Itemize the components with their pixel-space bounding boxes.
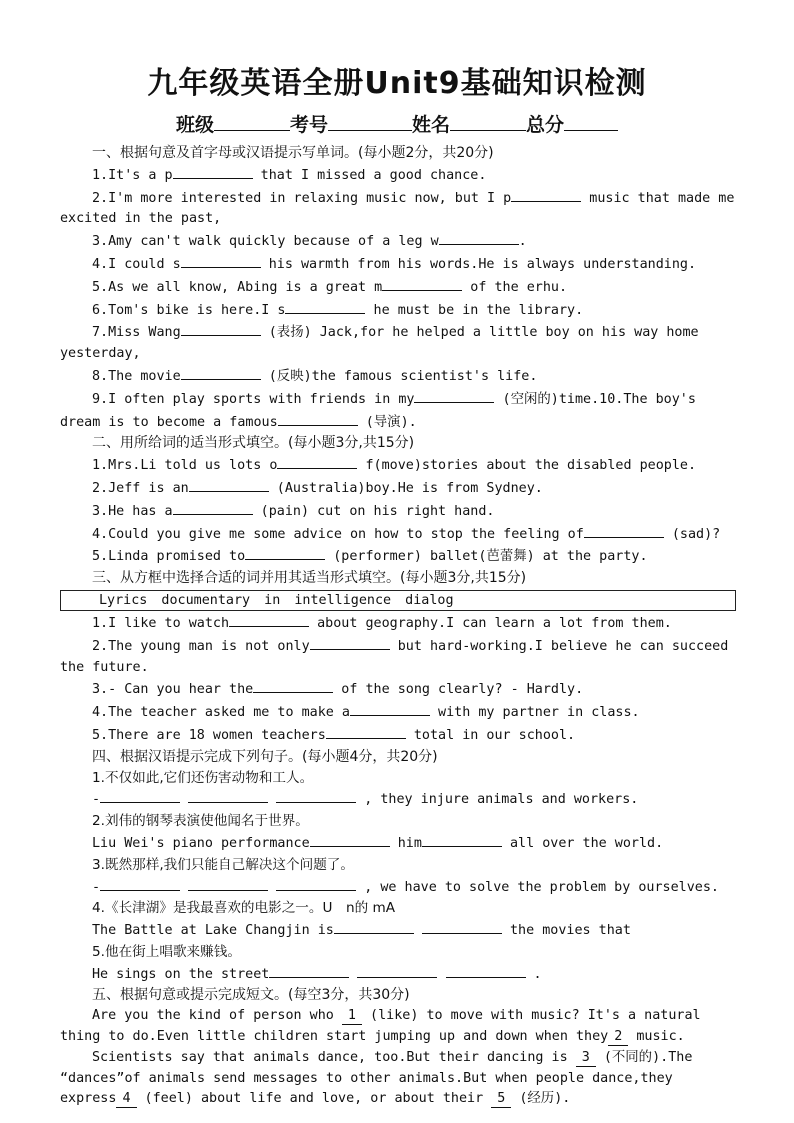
s4-question-1-english: - , they injure animals and workers. (60, 788, 736, 811)
answer-blank[interactable] (100, 788, 180, 803)
answer-blank[interactable] (350, 701, 430, 716)
answer-blank[interactable] (277, 454, 357, 469)
s1-question-7: 7.Miss Wang (表扬) Jack,for he helped a little boy on his way home yesterday, (60, 321, 736, 365)
s4-question-4-english: The Battle at Lake Changjin is the movies that (60, 919, 736, 942)
answer-blank[interactable] (188, 876, 268, 891)
answer-blank[interactable] (584, 523, 664, 538)
answer-blank[interactable] (278, 411, 358, 426)
answer-blank[interactable] (245, 545, 325, 560)
page-title: 九年级英语全册Unit9基础知识检测 (147, 66, 647, 101)
answer-blank[interactable] (189, 477, 269, 492)
section-3-heading: 三、从方框中选择合适的词并用其适当形式填空。(每小题3分,共15分) (92, 570, 527, 587)
answer-blank[interactable] (173, 164, 253, 179)
s1-question-2: 2.I'm more interested in relaxing music now, but I p music that made me excited in the past, (60, 187, 736, 231)
answer-blank[interactable] (422, 919, 502, 934)
answer-blank[interactable] (181, 253, 261, 268)
s2-question-2: 2.Jeff is an (Australia)boy.He is from Sydney. (60, 477, 736, 500)
answer-blank[interactable] (276, 788, 356, 803)
number-blank[interactable] (328, 112, 412, 131)
student-info-line (0, 110, 794, 137)
s4-question-3-english: - , we have to solve the problem by ourselves. (60, 876, 736, 899)
s3-question-5: 5.There are 18 women teachers total in our school. (60, 724, 736, 747)
s1-question-4: 4.I could s his warmth from his words.He is always understanding. (60, 253, 736, 276)
s4-question-3-chinese: 3.既然那样,我们只能自己解决这个问题了。 (92, 856, 354, 873)
name-blank[interactable] (450, 112, 526, 131)
class-blank[interactable] (214, 112, 290, 131)
answer-blank[interactable] (414, 388, 494, 403)
s2-question-1: 1.Mrs.Li told us lots o f(move)stories about the disabled people. (60, 454, 736, 477)
answer-blank[interactable] (100, 876, 180, 891)
answer-blank-3[interactable]: 3 (576, 1050, 596, 1067)
answer-blank[interactable] (285, 299, 365, 314)
s1-question-8: 8.The movie (反映)the famous scientist's life. (60, 365, 736, 388)
answer-blank[interactable] (326, 724, 406, 739)
s4-question-5-english: He sings on the street . (60, 963, 736, 986)
s5-paragraph-1: Are you the kind of person who 1 (like) to move with music? It's a natural thing to do.Even little children start jumping up and down when they 2 music. (60, 1008, 701, 1045)
s2-question-5: 5.Linda promised to (performer) ballet(芭蕾舞) at the party. (60, 545, 736, 568)
s3-question-3: 3.- Can you hear the of the song clearly? - Hardly. (60, 678, 736, 701)
answer-blank[interactable] (310, 832, 390, 847)
s1-question-6: 6.Tom's bike is here.I s he must be in the library. (60, 299, 736, 322)
answer-blank[interactable] (253, 678, 333, 693)
answer-blank[interactable] (188, 788, 268, 803)
section-1-heading: 一、根据句意及首字母或汉语提示写单词。(每小题2分，共20分) (92, 145, 494, 161)
s4-question-4-chinese: 4.《长津湖》是我最喜欢的电影之一。U n的 mA (92, 900, 396, 917)
word-box: Lyrics documentary in intelligence dialog (60, 590, 736, 611)
s3-question-2: 2.The young man is not only but hard-working.I believe he can succeed the future. (60, 635, 736, 679)
s4-question-1-chinese: 1.不仅如此,它们还伤害动物和工人。 (92, 769, 314, 786)
s1-question-1: 1.It's a p that I missed a good chance. (60, 164, 736, 187)
answer-blank[interactable] (357, 963, 437, 978)
s5-paragraph-2: Scientists say that animals dance, too.But their dancing is 3 (不同的).The “dances”of animals send messages to other animals.But when people dance,they express 4 (feel) about life and love, or about their 5 (经历). (60, 1049, 693, 1107)
answer-blank[interactable] (422, 832, 502, 847)
s1-question-5: 5.As we all know, Abing is a great m of the erhu. (60, 276, 736, 299)
worksheet-content (60, 143, 736, 1110)
section-2-heading: 二、用所给词的适当形式填空。(每小题3分,共15分) (92, 435, 415, 452)
section-5-heading: 五、根据句意或提示完成短文。(每空3分，共30分) (92, 987, 410, 1004)
answer-blank[interactable] (181, 365, 261, 380)
answer-blank-5[interactable]: 5 (491, 1091, 511, 1108)
score-label: 总分 (526, 114, 565, 136)
s1-question-3: 3.Amy can't walk quickly because of a leg w . (60, 230, 736, 253)
answer-blank-1[interactable]: 1 (342, 1008, 362, 1025)
answer-blank[interactable] (276, 876, 356, 891)
s4-question-5-chinese: 5.他在街上唱歌来赚钱。 (92, 943, 241, 960)
answer-blank[interactable] (382, 276, 462, 291)
answer-blank[interactable] (229, 612, 309, 627)
answer-blank[interactable] (181, 321, 261, 336)
answer-blank[interactable] (310, 635, 390, 650)
answer-blank-4[interactable]: 4 (116, 1091, 136, 1108)
number-label: 考号 (289, 114, 328, 136)
answer-blank[interactable] (511, 187, 581, 202)
section-4-heading: 四、根据汉语提示完成下列句子。(每小题4分，共20分) (92, 748, 438, 765)
s2-question-4: 4.Could you give me some advice on how to stop the feeling of (sad)? (60, 523, 736, 546)
s3-question-1: 1.I like to watch about geography.I can learn a lot from them. (60, 612, 736, 635)
score-blank[interactable] (564, 112, 618, 131)
answer-blank-2[interactable]: 2 (608, 1029, 628, 1046)
answer-blank[interactable] (446, 963, 526, 978)
s2-question-3: 3.He has a (pain) cut on his right hand. (60, 500, 736, 523)
answer-blank[interactable] (269, 963, 349, 978)
s4-question-2-chinese: 2.刘伟的钢琴表演使他闻名于世界。 (92, 813, 309, 830)
answer-blank[interactable] (439, 230, 519, 245)
s1-question-9: 9.I often play sports with friends in my (空闲的)time.10.The boy's dream is to become a famous (导演). (60, 388, 736, 434)
s4-question-2-english: Liu Wei's piano performance him all over the world. (60, 832, 736, 855)
s3-question-4: 4.The teacher asked me to make a with my partner in class. (60, 701, 736, 724)
answer-blank[interactable] (173, 500, 253, 515)
class-label: 班级 (175, 114, 214, 136)
answer-blank[interactable] (334, 919, 414, 934)
name-label: 姓名 (412, 114, 451, 136)
